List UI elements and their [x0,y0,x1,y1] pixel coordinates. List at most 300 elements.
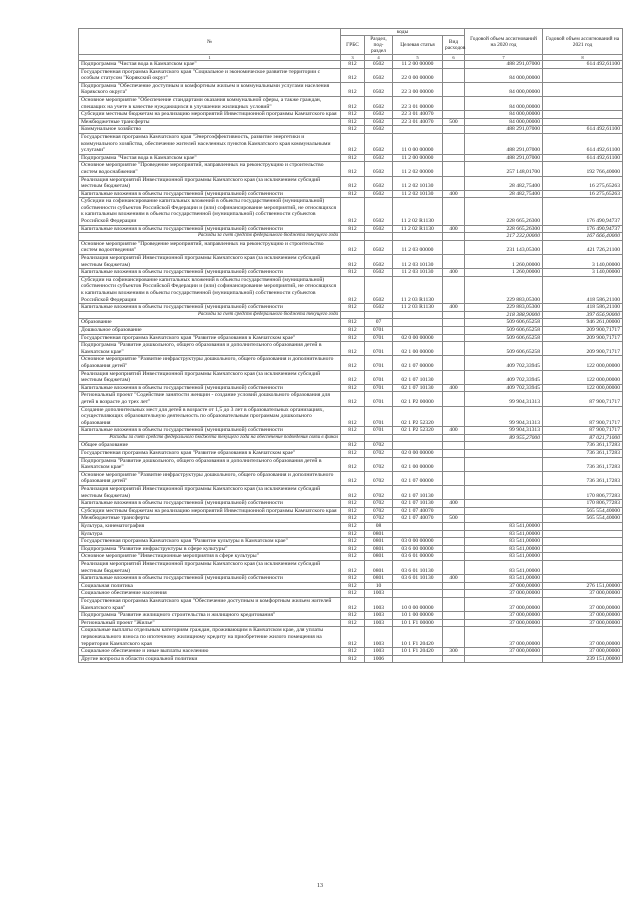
row-year-2021-cell: 3 140,00000 [543,269,623,277]
table-row [79,523,623,531]
table-row [79,356,623,370]
row-grbs-cell: 812 [341,619,365,627]
row-target-cell [393,523,443,531]
row-grbs-cell: 812 [341,384,365,392]
row-year-2021-cell: 736 361,17283 [543,442,623,450]
index-cell: 1 [79,55,341,61]
row-target-cell [393,442,443,450]
row-razdel-cell: 0502 [365,198,393,225]
header-year-2021: Годовой объем ассигнований на 2021 год [543,29,623,55]
row-year-2021-cell: 209 900,71717 [543,334,623,342]
row-razdel-cell: 0801 [365,530,393,538]
table-row [79,507,623,515]
row-vr-cell [443,582,465,590]
row-target-cell: 22 3 01 40070 [393,111,443,119]
row-grbs-cell [341,434,365,442]
row-year-2021-cell: 37 000,00000 [543,648,623,656]
row-year-2020-cell: 37 000,00000 [465,648,543,656]
row-razdel-cell: 08 [365,523,393,531]
row-year-2020-cell: 1 260,00000 [465,269,543,277]
row-vr-cell: 500 [443,515,465,523]
row-year-2021-cell: 397 656,90000 [543,311,623,319]
row-grbs-cell: 812 [341,111,365,119]
row-year-2021-cell [543,523,623,531]
row-razdel-cell: 0701 [365,334,393,342]
row-target-cell [393,590,443,598]
table-row [79,319,623,327]
row-name-cell: Социальное обеспечение и иные выплаты населению [79,648,341,656]
table-row [79,553,623,561]
row-grbs-cell: 812 [341,507,365,515]
table-row [79,442,623,450]
row-name-cell: Субсидии на софинансирование капитальных вложений в объекты государственной (муниципальной) собственности субъектов Российской Федерации и (или) софинансирование мероприятий, не относящихся к капитальным вложениям в объекты государственной (муниципальной) собственности субъектов Российской Федерации [79,276,341,303]
row-razdel-cell [365,311,393,319]
row-target-cell: 10 1 F1 00000 [393,619,443,627]
table-row [79,597,623,611]
row-year-2021-cell: 37 000,00000 [543,612,623,620]
row-vr-cell [443,111,465,119]
row-name-cell: Реализация мероприятий Инвестиционной программы Камчатского края (за исключением субсидий местным бюджетам) [79,560,341,574]
row-grbs-cell: 812 [341,319,365,327]
table-row [79,118,623,126]
row-razdel-cell: 0701 [365,392,393,406]
row-year-2020-cell: 231 143,05300 [465,240,543,254]
row-vr-cell: 500 [443,118,465,126]
row-year-2020-cell: 84 000,00000 [465,82,543,96]
row-year-2020-cell: 83 541,00000 [465,545,543,553]
row-razdel-cell: 07 [365,319,393,327]
row-target-cell: 11 2 03 10130 [393,255,443,269]
row-year-2020-cell: 28 482,75400 [465,190,543,198]
row-grbs-cell: 812 [341,356,365,370]
row-razdel-cell: 0702 [365,450,393,458]
row-razdel-cell: 0701 [365,370,393,384]
row-vr-cell [443,68,465,82]
row-target-cell: 02 1 07 40070 [393,507,443,515]
row-year-2020-cell: 37 000,00000 [465,582,543,590]
row-year-2021-cell: 239 151,00000 [543,655,623,663]
row-target-cell [393,530,443,538]
row-razdel-cell: 0801 [365,560,393,574]
table-row [79,612,623,620]
row-year-2021-cell [543,530,623,538]
row-razdel-cell: 0502 [365,304,393,312]
row-year-2021-cell: 736 361,17283 [543,450,623,458]
row-razdel-cell: 0702 [365,486,393,500]
row-name-cell: Реализация мероприятий Инвестиционной программы Камчатского края (за исключением субсидий местным бюджетам) [79,176,341,190]
row-razdel-cell: 1006 [365,655,393,663]
row-grbs-cell: 812 [341,515,365,523]
row-target-cell: 02 1 00 00000 [393,342,443,356]
table-row [79,384,623,392]
row-target-cell: 11 2 03 R1130 [393,304,443,312]
row-vr-cell [443,176,465,190]
row-razdel-cell: 0701 [365,384,393,392]
row-year-2020-cell: 37 000,00000 [465,619,543,627]
table-row [79,545,623,553]
row-name-cell: Капитальные вложения в объекты государственной (муниципальной) собственности [79,304,341,312]
row-target-cell: 11 2 00 00000 [393,154,443,162]
row-razdel-cell: 0801 [365,545,393,553]
row-grbs-cell: 812 [341,154,365,162]
row-target-cell: 11 2 02 R1130 [393,225,443,233]
row-target-cell: 11 2 02 10130 [393,190,443,198]
row-name-cell: Расходы за счет средств федерального бюджета текущего года [79,311,341,319]
row-vr-cell [443,61,465,69]
table-row [79,370,623,384]
row-year-2021-cell [543,538,623,546]
row-vr-cell [443,370,465,384]
row-year-2020-cell: 99 904,31313 [465,392,543,406]
row-target-cell: 03 6 01 10130 [393,575,443,583]
row-year-2021-cell: 16 275,65263 [543,190,623,198]
row-year-2020-cell: 89 955,27000 [465,434,543,442]
table-row [79,240,623,254]
row-vr-cell: 400 [443,575,465,583]
row-target-cell: 02 1 07 10130 [393,486,443,500]
header-year-2020: Годовой объем ассигнований на 2020 год [465,29,543,55]
table-row [79,560,623,574]
row-vr-cell [443,442,465,450]
row-name-cell: Подпрограмма "Чистая вода в Камчатском крае" [79,61,341,69]
row-grbs-cell: 812 [341,627,365,648]
row-target-cell [393,126,443,134]
table-row [79,96,623,110]
table-row [79,406,623,427]
table-row [79,515,623,523]
row-year-2021-cell: 614 492,61100 [543,126,623,134]
row-target-cell: 11 0 00 00000 [393,133,443,154]
row-year-2020-cell: 228 665,26300 [465,225,543,233]
row-grbs-cell: 812 [341,553,365,561]
row-vr-cell [443,486,465,500]
row-name-cell: Подпрограмма "Развитие инфраструктуры в сфере культуры" [79,545,341,553]
row-vr-cell: 400 [443,500,465,508]
row-name-cell: Региональный проект "Жилье" [79,619,341,627]
note-row [79,233,623,241]
row-year-2021-cell: 946 261,00000 [543,319,623,327]
row-target-cell: 22 3 01 00000 [393,96,443,110]
row-razdel-cell: 0701 [365,342,393,356]
row-name-cell: Государственная программа Камчатского края "Развитие образования в Камчатском крае" [79,450,341,458]
row-year-2021-cell: 37 000,00000 [543,619,623,627]
row-name-cell: Межбюджетные трансферты [79,515,341,523]
row-razdel-cell: 0502 [365,276,393,303]
row-grbs-cell: 812 [341,304,365,312]
document-page [78,28,622,663]
row-grbs-cell: 812 [341,648,365,656]
row-target-cell: 02 1 07 00000 [393,356,443,370]
row-target-cell: 10 1 F1 20420 [393,648,443,656]
row-razdel-cell: 0502 [365,82,393,96]
row-year-2021-cell: 87 900,71717 [543,392,623,406]
row-name-cell: Коммунальное хозяйство [79,126,341,134]
row-year-2020-cell: 28 482,75400 [465,176,543,190]
row-year-2021-cell: 122 000,00000 [543,384,623,392]
row-vr-cell [443,560,465,574]
row-vr-cell [443,82,465,96]
row-target-cell: 03 6 01 10130 [393,560,443,574]
row-year-2020-cell: 84 000,00000 [465,96,543,110]
row-razdel-cell: 0701 [365,406,393,427]
row-grbs-cell: 812 [341,176,365,190]
row-razdel-cell: 0701 [365,326,393,334]
row-year-2021-cell: 614 492,61100 [543,154,623,162]
row-year-2021-cell [543,575,623,583]
row-vr-cell: 400 [443,384,465,392]
row-vr-cell [443,538,465,546]
row-razdel-cell: 0502 [365,240,393,254]
row-name-cell: Подпрограмма "Обеспечение доступным и комфортным жильем и коммунальными услугами населения Корякского округа" [79,82,341,96]
row-vr-cell [443,240,465,254]
row-year-2021-cell [543,68,623,82]
row-name-cell: Социальная политика [79,582,341,590]
row-year-2021-cell: 170 806,77283 [543,486,623,500]
row-year-2021-cell: 614 492,61100 [543,133,623,154]
row-year-2020-cell [465,500,543,508]
row-year-2021-cell: 87 900,71717 [543,427,623,435]
row-year-2020-cell: 488 291,07000 [465,126,543,134]
row-target-cell: 11 2 03 10130 [393,269,443,277]
row-razdel-cell: 0502 [365,154,393,162]
row-year-2020-cell: 229 883,05300 [465,304,543,312]
row-target-cell: 02 1 07 10130 [393,500,443,508]
row-vr-cell [443,326,465,334]
row-year-2020-cell: 37 000,00000 [465,627,543,648]
row-razdel-cell: 0502 [365,225,393,233]
row-vr-cell [443,319,465,327]
row-year-2021-cell [543,553,623,561]
row-year-2021-cell [543,82,623,96]
row-grbs-cell: 812 [341,269,365,277]
row-year-2020-cell: 83 541,00000 [465,538,543,546]
table-row [79,575,623,583]
row-vr-cell [443,96,465,110]
row-name-cell: Культура [79,530,341,538]
row-name-cell: Основное мероприятие "Инвестиционные мероприятия в сфере культуры" [79,553,341,561]
table-row [79,111,623,119]
row-target-cell: 10 1 00 00000 [393,612,443,620]
row-target-cell [393,582,443,590]
index-cell: 5 [393,55,443,61]
row-vr-cell [443,233,465,241]
row-year-2020-cell: 83 541,00000 [465,530,543,538]
row-razdel-cell: 0502 [365,190,393,198]
row-year-2021-cell: 122 000,00000 [543,370,623,384]
row-razdel-cell: 1003 [365,590,393,598]
row-target-cell [393,233,443,241]
row-name-cell: Государственная программа Камчатского края "Энергоэффективность, развитие энергетики и коммунального хозяйства, обеспечение жителей населенных пунктов Камчатского края коммунальными услугами" [79,133,341,154]
row-vr-cell [443,154,465,162]
row-year-2020-cell [465,457,543,471]
row-name-cell: Реализация мероприятий Инвестиционной программы Камчатского края (за исключением субсидий местным бюджетам) [79,255,341,269]
table-row [79,538,623,546]
row-year-2020-cell: 217 232,00000 [465,233,543,241]
table-row [79,190,623,198]
table-row [79,619,623,627]
row-razdel-cell [365,434,393,442]
note-row [79,311,623,319]
row-year-2020-cell: 229 883,05300 [465,276,543,303]
table-row [79,198,623,225]
row-year-2020-cell [465,471,543,485]
row-target-cell: 11 2 03 00000 [393,240,443,254]
row-grbs-cell: 812 [341,162,365,176]
row-grbs-cell: 812 [341,655,365,663]
row-razdel-cell: 1003 [365,619,393,627]
row-grbs-cell: 812 [341,442,365,450]
row-target-cell [393,434,443,442]
row-razdel-cell: 0701 [365,427,393,435]
row-grbs-cell: 812 [341,190,365,198]
row-year-2020-cell [465,450,543,458]
row-grbs-cell: 812 [341,370,365,384]
row-vr-cell: 400 [443,225,465,233]
row-grbs-cell: 812 [341,61,365,69]
row-razdel-cell: 0502 [365,126,393,134]
row-grbs-cell: 812 [341,523,365,531]
row-year-2021-cell: 736 361,17283 [543,471,623,485]
row-vr-cell [443,434,465,442]
row-grbs-cell: 812 [341,590,365,598]
row-grbs-cell: 812 [341,612,365,620]
row-name-cell: Подпрограмма "Развитие жилищного строительства и жилищного кредитования" [79,612,341,620]
table-row [79,648,623,656]
row-vr-cell [443,627,465,648]
row-year-2021-cell: 614 492,61100 [543,61,623,69]
row-year-2020-cell: 509 606,65258 [465,326,543,334]
row-year-2021-cell: 176 490,94737 [543,198,623,225]
row-name-cell: Капитальные вложения в объекты государственной (муниципальной) собственности [79,225,341,233]
row-target-cell [393,311,443,319]
row-year-2021-cell: 192 766,40000 [543,162,623,176]
row-year-2020-cell [465,655,543,663]
row-year-2020-cell: 84 000,00000 [465,68,543,82]
row-vr-cell [443,590,465,598]
row-year-2020-cell: 257 148,01700 [465,162,543,176]
note-row [79,434,623,442]
row-year-2020-cell: 1 260,00000 [465,255,543,269]
row-vr-cell [443,311,465,319]
row-name-cell: Культура, кинематография [79,523,341,531]
row-grbs-cell: 812 [341,334,365,342]
index-cell: 4 [365,55,393,61]
row-target-cell: 02 1 P2 52320 [393,406,443,427]
row-year-2021-cell: 276 151,00000 [543,582,623,590]
row-target-cell: 02 1 00 00000 [393,457,443,471]
row-year-2020-cell: 83 541,00000 [465,560,543,574]
row-year-2020-cell: 84 000,00000 [465,118,543,126]
row-year-2020-cell: 488 291,07000 [465,133,543,154]
row-name-cell: Региональный проект "Содействие занятости женщин - создание условий дошкольного образования для детей в возрасте до трех лет" [79,392,341,406]
row-name-cell: Другие вопросы в области социальной политики [79,655,341,663]
row-name-cell: Подпрограмма "Развитие дошкольного, общего образования и дополнительного образования детей в Камчатском крае" [79,457,341,471]
row-vr-cell: 300 [443,648,465,656]
row-year-2020-cell: 488 291,07000 [465,154,543,162]
row-year-2020-cell: 228 665,26300 [465,198,543,225]
row-grbs-cell: 812 [341,276,365,303]
row-target-cell [393,319,443,327]
row-name-cell: Расходы за счет средств федерального бюджета текущего года [79,233,341,241]
row-name-cell: Основное мероприятие "Развитие инфраструктуры дошкольного, общего образования и дополнительного образования детей" [79,471,341,485]
row-year-2021-cell: 37 000,00000 [543,597,623,611]
row-year-2021-cell [543,545,623,553]
row-vr-cell [443,198,465,225]
row-grbs-cell: 812 [341,392,365,406]
row-year-2020-cell: 409 702,33945 [465,384,543,392]
row-vr-cell [443,553,465,561]
row-year-2021-cell: 167 666,40000 [543,233,623,241]
row-target-cell: 22 3 01 40070 [393,118,443,126]
row-target-cell: 02 0 00 00000 [393,450,443,458]
index-cell: 8 [543,55,623,61]
row-razdel-cell: 0502 [365,68,393,82]
row-grbs-cell: 812 [341,560,365,574]
row-grbs-cell: 812 [341,240,365,254]
row-name-cell: Основное мероприятие "Проведение мероприятий, направленных на реконструкцию и строительство систем водоснабжения" [79,162,341,176]
row-name-cell: Межбюджетные трансферты [79,118,341,126]
row-vr-cell: 400 [443,269,465,277]
row-vr-cell [443,545,465,553]
row-vr-cell [443,162,465,176]
row-name-cell: Общее образование [79,442,341,450]
row-year-2021-cell: 418 586,21100 [543,304,623,312]
row-name-cell: Социальные выплаты отдельным категориям граждан, проживающим в Камчатском крае, для уплаты первоначального взноса по ипотечному жилищному кредиту на приобретение жилого помещения на территории Камчатского края [79,627,341,648]
row-vr-cell [443,619,465,627]
row-target-cell: 11 2 03 R1130 [393,276,443,303]
row-target-cell: 03 0 00 00000 [393,538,443,546]
row-grbs-cell: 812 [341,198,365,225]
row-name-cell: Капитальные вложения в объекты государственной (муниципальной) собственности [79,384,341,392]
row-year-2020-cell: 83 541,00000 [465,523,543,531]
header-target: Целевая статья [393,36,443,55]
row-year-2021-cell: 176 490,94737 [543,225,623,233]
row-vr-cell [443,457,465,471]
row-razdel-cell: 0502 [365,162,393,176]
table-row [79,304,623,312]
row-year-2021-cell: 37 000,00000 [543,627,623,648]
row-name-cell: Дошкольное образование [79,326,341,334]
row-vr-cell [443,126,465,134]
row-vr-cell [443,133,465,154]
row-grbs-cell: 812 [341,597,365,611]
row-grbs-cell: 812 [341,427,365,435]
row-razdel-cell: 1003 [365,597,393,611]
header-codes: коды [341,29,465,36]
row-year-2020-cell: 409 702,33945 [465,370,543,384]
row-target-cell: 02 1 P2 52320 [393,427,443,435]
header-vr: Вид расходов [443,36,465,55]
table-row [79,133,623,154]
row-year-2021-cell: 3 140,00000 [543,255,623,269]
row-target-cell: 02 1 P2 00000 [393,392,443,406]
row-year-2021-cell: 565 554,40000 [543,515,623,523]
table-row [79,276,623,303]
row-year-2021-cell: 209 900,71717 [543,342,623,356]
row-vr-cell [443,597,465,611]
row-year-2020-cell: 37 000,00000 [465,612,543,620]
row-name-cell: Государственная программа Камчатского края "Развитие культуры в Камчатском крае" [79,538,341,546]
row-name-cell: Государственная программа Камчатского края "Социальное и экономическое развитие территории с особым статусом "Корякский округ" [79,68,341,82]
row-name-cell: Подпрограмма "Чистая вода в Камчатском крае" [79,154,341,162]
row-grbs-cell: 812 [341,530,365,538]
row-grbs-cell: 812 [341,538,365,546]
row-year-2020-cell: 509 606,65258 [465,319,543,327]
row-year-2020-cell: 37 000,00000 [465,597,543,611]
row-year-2021-cell: 565 554,40000 [543,507,623,515]
row-grbs-cell: 812 [341,575,365,583]
row-year-2020-cell [465,486,543,500]
